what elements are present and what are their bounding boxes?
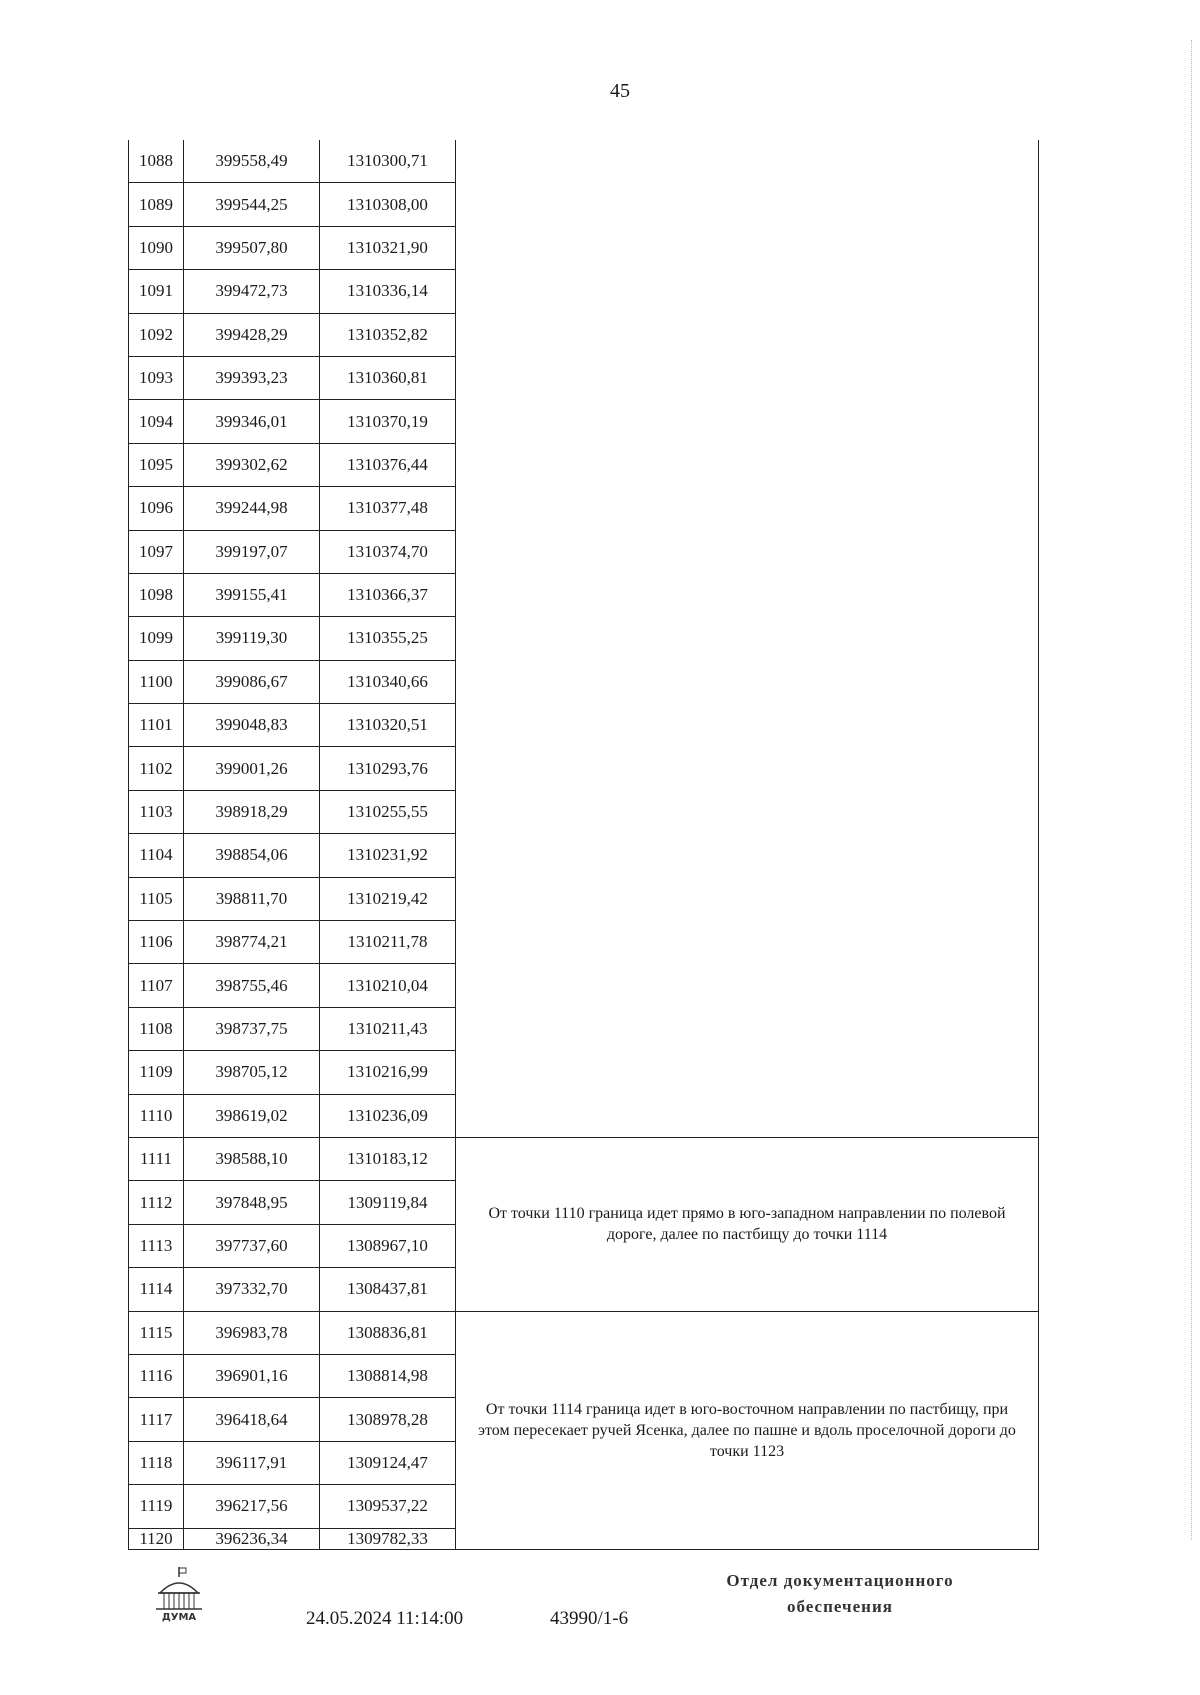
x-coordinate-cell: 399558,49 <box>184 140 320 183</box>
y-coordinate-cell: 1310374,70 <box>320 530 456 573</box>
x-coordinate-cell: 398619,02 <box>184 1094 320 1137</box>
point-number-cell: 1115 <box>129 1311 184 1354</box>
y-coordinate-cell: 1310211,43 <box>320 1007 456 1050</box>
x-coordinate-cell: 397737,60 <box>184 1224 320 1267</box>
y-coordinate-cell: 1310231,92 <box>320 834 456 877</box>
point-number-cell: 1118 <box>129 1441 184 1484</box>
point-number-cell: 1112 <box>129 1181 184 1224</box>
point-number-cell: 1108 <box>129 1007 184 1050</box>
point-number-cell: 1096 <box>129 487 184 530</box>
point-number-cell: 1098 <box>129 573 184 616</box>
x-coordinate-cell: 397332,70 <box>184 1268 320 1311</box>
x-coordinate-cell: 399155,41 <box>184 573 320 616</box>
point-number-cell: 1099 <box>129 617 184 660</box>
point-number-cell: 1091 <box>129 270 184 313</box>
scan-edge <box>1189 40 1192 1540</box>
footer-date-time: 24.05.2024 11:14:00 <box>306 1608 464 1629</box>
y-coordinate-cell: 1310340,66 <box>320 660 456 703</box>
x-coordinate-cell: 399428,29 <box>184 313 320 356</box>
point-number-cell: 1090 <box>129 226 184 269</box>
boundary-points-table <box>128 140 1038 1550</box>
point-number-cell: 1102 <box>129 747 184 790</box>
x-coordinate-cell: 399048,83 <box>184 704 320 747</box>
x-coordinate-cell: 397848,95 <box>184 1181 320 1224</box>
y-coordinate-cell: 1310236,09 <box>320 1094 456 1137</box>
x-coordinate-cell: 399119,30 <box>184 617 320 660</box>
duma-stamp-icon <box>150 1565 208 1623</box>
x-coordinate-cell: 396901,16 <box>184 1354 320 1397</box>
point-number-cell: 1103 <box>129 790 184 833</box>
x-coordinate-cell: 396217,56 <box>184 1485 320 1528</box>
y-coordinate-cell: 1310293,76 <box>320 747 456 790</box>
y-coordinate-cell: 1310370,19 <box>320 400 456 443</box>
y-coordinate-cell: 1310321,90 <box>320 226 456 269</box>
x-coordinate-cell: 399544,25 <box>184 183 320 226</box>
y-coordinate-cell: 1310320,51 <box>320 704 456 747</box>
y-coordinate-cell: 1309537,22 <box>320 1485 456 1528</box>
point-number-cell: 1105 <box>129 877 184 920</box>
point-number-cell: 1092 <box>129 313 184 356</box>
x-coordinate-cell: 398737,75 <box>184 1007 320 1050</box>
y-coordinate-cell: 1309782,33 <box>320 1528 456 1549</box>
y-coordinate-cell: 1310366,37 <box>320 573 456 616</box>
x-coordinate-cell: 399472,73 <box>184 270 320 313</box>
x-coordinate-cell: 398854,06 <box>184 834 320 877</box>
point-number-cell: 1107 <box>129 964 184 1007</box>
stamp-text: ДУМА <box>161 1612 197 1623</box>
point-number-cell: 1095 <box>129 443 184 486</box>
description-cell-empty <box>456 140 1039 1137</box>
y-coordinate-cell: 1310210,04 <box>320 964 456 1007</box>
y-coordinate-cell: 1308967,10 <box>320 1224 456 1267</box>
point-number-cell: 1113 <box>129 1224 184 1267</box>
point-number-cell: 1119 <box>129 1485 184 1528</box>
page-number: 45 <box>610 80 630 102</box>
description-cell-1110: От точки 1110 граница идет прямо в юго-западном направлении по полевой дороге, далее по пастбищу до точки 1114 <box>456 1137 1039 1311</box>
x-coordinate-cell: 398588,10 <box>184 1137 320 1180</box>
point-number-cell: 1104 <box>129 834 184 877</box>
x-coordinate-cell: 399086,67 <box>184 660 320 703</box>
y-coordinate-cell: 1310300,71 <box>320 140 456 183</box>
y-coordinate-cell: 1310376,44 <box>320 443 456 486</box>
x-coordinate-cell: 398755,46 <box>184 964 320 1007</box>
point-number-cell: 1101 <box>129 704 184 747</box>
y-coordinate-cell: 1308437,81 <box>320 1268 456 1311</box>
point-number-cell: 1111 <box>129 1137 184 1180</box>
y-coordinate-cell: 1310211,78 <box>320 921 456 964</box>
y-coordinate-cell: 1308978,28 <box>320 1398 456 1441</box>
y-coordinate-cell: 1309119,84 <box>320 1181 456 1224</box>
description-cell-1114: От точки 1114 граница идет в юго-восточном направлении по пастбищу, при этом пересекает ручей Ясенка, далее по пашне и вдоль проселочной дороги до точки 1123 <box>456 1311 1039 1549</box>
point-number-cell: 1106 <box>129 921 184 964</box>
x-coordinate-cell: 399197,07 <box>184 530 320 573</box>
point-number-cell: 1094 <box>129 400 184 443</box>
point-number-cell: 1100 <box>129 660 184 703</box>
x-coordinate-cell: 399507,80 <box>184 226 320 269</box>
x-coordinate-cell: 399346,01 <box>184 400 320 443</box>
y-coordinate-cell: 1310377,48 <box>320 487 456 530</box>
department-stamp: Отдел документационного обеспечения <box>726 1571 954 1616</box>
x-coordinate-cell: 396117,91 <box>184 1441 320 1484</box>
y-coordinate-cell: 1310183,12 <box>320 1137 456 1180</box>
y-coordinate-cell: 1310336,14 <box>320 270 456 313</box>
x-coordinate-cell: 398774,21 <box>184 921 320 964</box>
y-coordinate-cell: 1309124,47 <box>320 1441 456 1484</box>
point-number-cell: 1088 <box>129 140 184 183</box>
x-coordinate-cell: 399393,23 <box>184 356 320 399</box>
point-number-cell: 1097 <box>129 530 184 573</box>
x-coordinate-cell: 399001,26 <box>184 747 320 790</box>
x-coordinate-cell: 399302,62 <box>184 443 320 486</box>
table-row <box>129 1311 1039 1354</box>
x-coordinate-cell: 399244,98 <box>184 487 320 530</box>
y-coordinate-cell: 1310360,81 <box>320 356 456 399</box>
table-row <box>129 1137 1039 1180</box>
point-number-cell: 1089 <box>129 183 184 226</box>
footer-doc-number: 43990/1-6 <box>550 1608 629 1629</box>
point-number-cell: 1109 <box>129 1051 184 1094</box>
x-coordinate-cell: 398918,29 <box>184 790 320 833</box>
point-number-cell: 1120 <box>129 1528 184 1549</box>
point-number-cell: 1093 <box>129 356 184 399</box>
y-coordinate-cell: 1310255,55 <box>320 790 456 833</box>
x-coordinate-cell: 396418,64 <box>184 1398 320 1441</box>
y-coordinate-cell: 1308814,98 <box>320 1354 456 1397</box>
x-coordinate-cell: 396983,78 <box>184 1311 320 1354</box>
point-number-cell: 1110 <box>129 1094 184 1137</box>
x-coordinate-cell: 396236,34 <box>184 1528 320 1549</box>
y-coordinate-cell: 1308836,81 <box>320 1311 456 1354</box>
table-row <box>129 140 1039 183</box>
y-coordinate-cell: 1310216,99 <box>320 1051 456 1094</box>
y-coordinate-cell: 1310219,42 <box>320 877 456 920</box>
y-coordinate-cell: 1310352,82 <box>320 313 456 356</box>
point-number-cell: 1117 <box>129 1398 184 1441</box>
x-coordinate-cell: 398705,12 <box>184 1051 320 1094</box>
point-number-cell: 1114 <box>129 1268 184 1311</box>
point-number-cell: 1116 <box>129 1354 184 1397</box>
y-coordinate-cell: 1310308,00 <box>320 183 456 226</box>
x-coordinate-cell: 398811,70 <box>184 877 320 920</box>
y-coordinate-cell: 1310355,25 <box>320 617 456 660</box>
